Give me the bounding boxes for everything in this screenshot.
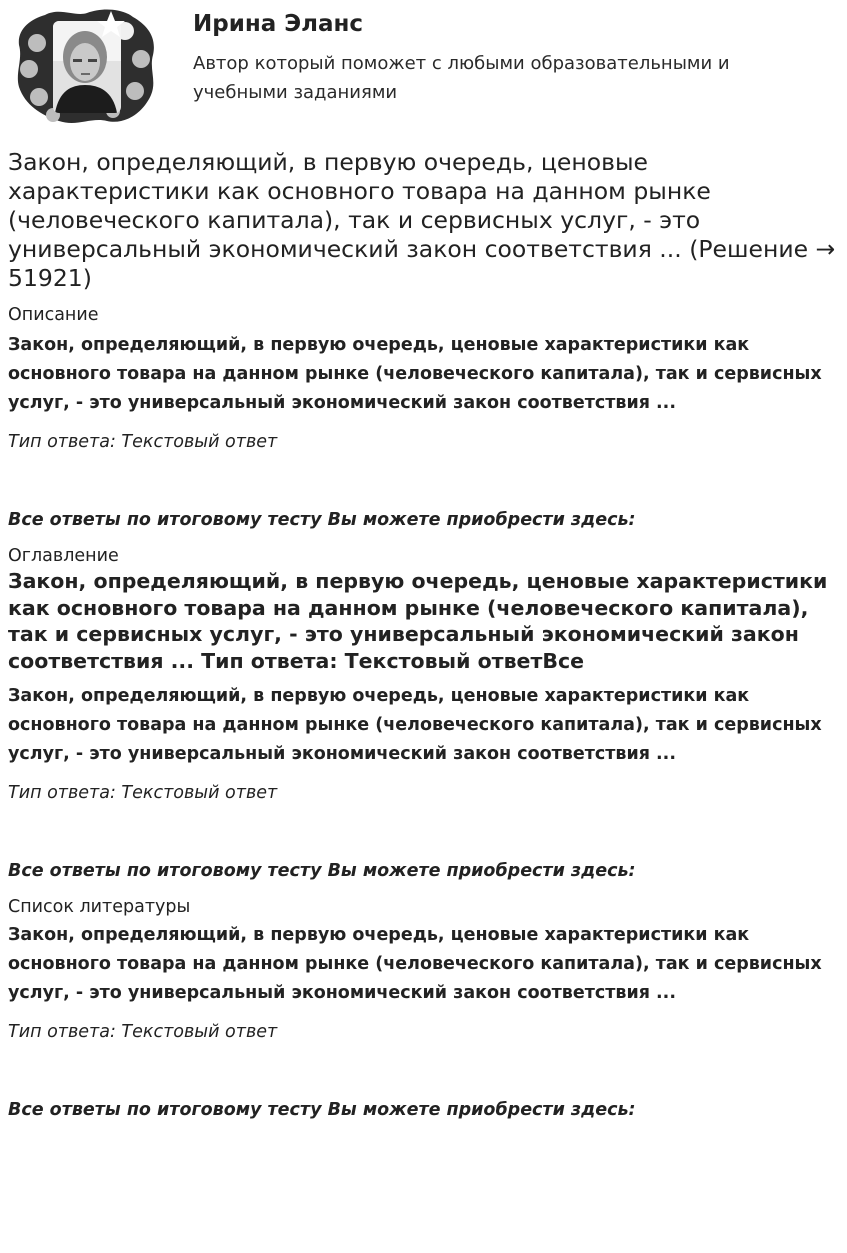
author-description: Автор который поможет с любыми образовательными и учебными заданиями <box>193 53 730 103</box>
toc-question: Закон, определяющий, в первую очередь, ценовые характеристики как основного товара на данном рынке (человеческого капитала), так и сервисных услуг, - это универсальный экономический закон соответствия ... <box>8 686 822 764</box>
toc-purchase-note: Все ответы по итоговому тесту Вы можете приобрести здесь: <box>8 861 636 881</box>
film-reel-avatar-icon <box>15 7 158 128</box>
references-label: Список литературы <box>8 897 191 917</box>
toc-section <box>8 544 839 883</box>
page-title: Закон, определяющий, в первую очередь, ценовые характеристики как основного товара на данном рынке (человеческого капитала), так и сервисных услуг, - это универсальный экономический закон соответствия ... (Решение → 51921) <box>8 148 836 292</box>
description-answer-type: Тип ответа: Текстовый ответ <box>8 432 278 452</box>
author-card <box>8 0 839 140</box>
toc-heading: Закон, определяющий, в первую очередь, ценовые характеристики как основного товара на данном рынке (человеческого капитала), так и сервисных услуг, - это универсальный экономический закон соответствия ... Тип ответа: Текстовый ответВсе <box>8 569 828 673</box>
description-label: Описание <box>8 305 99 325</box>
references-answer-type: Тип ответа: Текстовый ответ <box>8 1022 278 1042</box>
description-question: Закон, определяющий, в первую очередь, ценовые характеристики как основного товара на данном рынке (человеческого капитала), так и сервисных услуг, - это универсальный экономический закон соответствия ... <box>8 335 822 413</box>
description-section <box>8 303 839 532</box>
references-question: Закон, определяющий, в первую очередь, ценовые характеристики как основного товара на данном рынке (человеческого капитала), так и сервисных услуг, - это универсальный экономический закон соответствия ... <box>8 925 822 1003</box>
description-purchase-note: Все ответы по итоговому тесту Вы можете приобрести здесь: <box>8 510 636 530</box>
author-name[interactable]: Ирина Эланс <box>193 11 364 37</box>
toc-answer-type: Тип ответа: Текстовый ответ <box>8 783 278 803</box>
references-purchase-note: Все ответы по итоговому тесту Вы можете приобрести здесь: <box>8 1100 636 1120</box>
references-section <box>8 895 839 1122</box>
avatar[interactable] <box>15 7 158 128</box>
toc-label: Оглавление <box>8 546 119 566</box>
